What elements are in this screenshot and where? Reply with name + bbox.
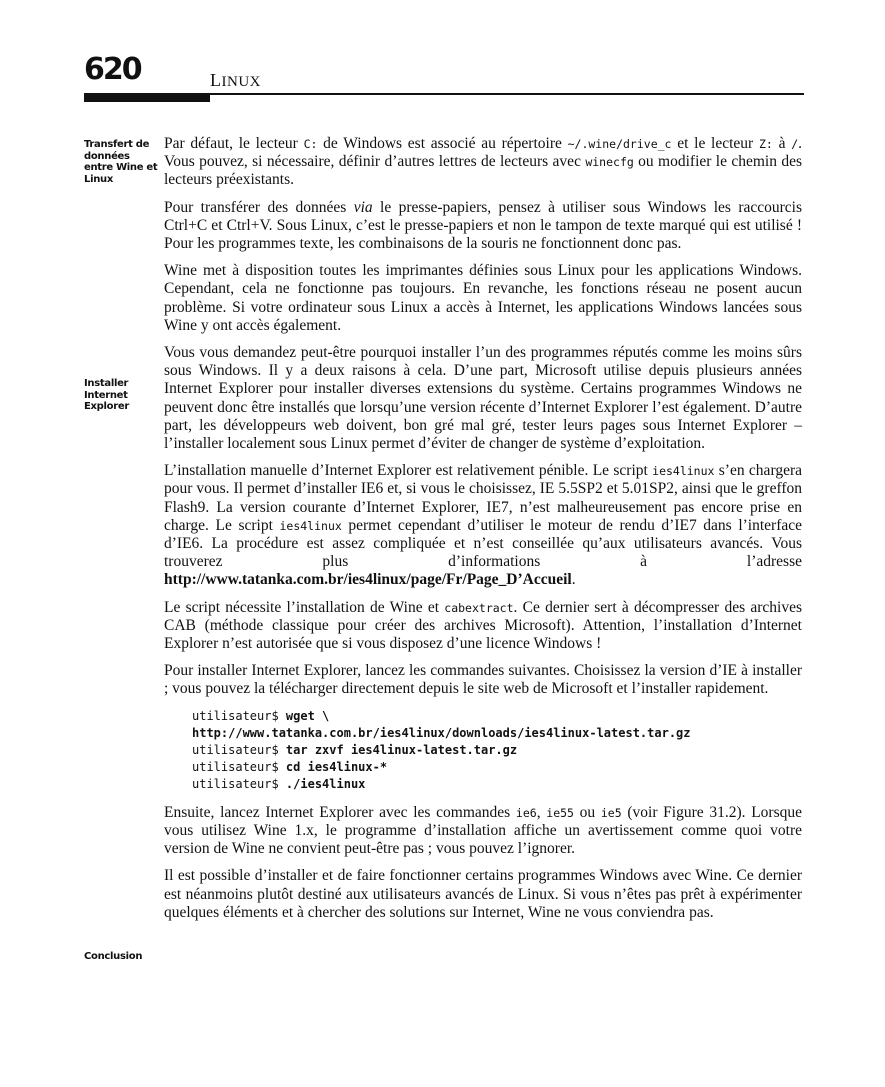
inline-code: ies4linux xyxy=(279,518,342,533)
header-rule-block xyxy=(84,93,210,102)
inline-code: ie5 xyxy=(600,805,622,820)
inline-code: ies4linux xyxy=(652,464,715,479)
inline-code: cabextract xyxy=(444,600,514,615)
paragraph-why-ie: Vous vous demandez peut-être pourquoi installer l’un des programmes réputés comme les moins sûrs sous Windows. Il y a deux raisons à cela. D’une part, Microsoft utilise depuis plusieurs années Internet Explorer pour installer diverses extensions du système. Certains programmes Windows ne peuvent donc être installés que lorsqu’une version récente d’Internet Explorer l’est également. D’autre part, les développeurs web doivent, bon gré mal gré, tester leurs pages sous Internet Explorer – l’installer localement sous Linux permet d’éviter de changer de système d’exploitation. xyxy=(164,344,802,453)
main-text xyxy=(164,135,802,931)
inline-code: ~/.wine/drive_c xyxy=(567,137,672,151)
running-title-rest: INUX xyxy=(221,74,261,90)
url-link: http://www.tatanka.com.br/ies4linux/page/Fr/Page_D’Accueil xyxy=(164,571,572,589)
paragraph-ies4linux: L’installation manuelle d’Internet Explorer est relativement pénible. Le script ies4linux s’en chargera pour vous. Il permet d’installer IE6 et, si vous le choisissez, IE 5.5SP2 et 5.01SP2, ainsi que le greffon Flash9. La version courante d’Internet Explorer, IE7, n’est malheureusement pas encore prise en charge. Le script ies4linux permet cependant d’utiliser le moteur de rendu d’IE7 dans l’interface d’IE6. La procédure est assez compliquée et n’est conseillée qu’aux utilisateurs avancés. Vous trouverez plus d’informations à l’adresse http://www.tatanka.com.br/ies4linux/page/Fr/Page_D’Accueil. xyxy=(164,462,802,589)
running-title xyxy=(210,70,261,91)
paragraph-drive-mapping: Par défaut, le lecteur C: de Windows est associé au répertoire ~/.wine/drive_c et le lecteur Z: à /. Vous pouvez, si nécessaire, définir d’autres lettres de lecteurs avec winecfg ou modifier le chemin des lecteurs préexistants. xyxy=(164,135,803,189)
paragraph-install-commands: Pour installer Internet Explorer, lancez les commandes suivantes. Choisissez la version d’IE à installer ; vous pouvez la télécharger directement depuis le site web de Microsoft et l’installer rapidement. xyxy=(164,662,802,698)
paragraph-clipboard: Pour transférer des données via le presse-papiers, pensez à utiliser sous Windows les raccourcis Ctrl+C et Ctrl+V. Sous Linux, c’est le presse-papiers et non le tampon de texte marqué qui est utilisé ! Pour les programmes texte, les combinaisons de la souris ne fonctionnent donc pas. xyxy=(164,198,802,253)
inline-code: ie55 xyxy=(546,805,574,820)
paragraph-conclusion: Il est possible d’installer et de faire fonctionner certains programmes Windows avec Wine. Ce dernier est néanmoins plutôt destiné aux utilisateurs avancés de Linux. Si vous n’êtes pas prêt à expérimenter quelques éléments et à chercher des solutions sur Internet, Wine ne vous conviendra pas. xyxy=(164,867,802,921)
paragraph-cabextract: Le script nécessite l’installation de Wine et cabextract. Ce dernier sert à décompresser des archives CAB (méthode classique pour créer des archives Microsoft). Attention, l’installation d’Internet Explorer n’est autorisée que si vous disposez d’une licence Windows ! xyxy=(164,598,802,653)
emphasis: via xyxy=(353,198,373,216)
code-block: utilisateur$ wget \ http://www.tatanka.com.br/ies4linux/downloads/ies4linux-latest.tar.gz utilisateur$ tar zxvf ies4linux-latest.tar.gz utilisateur$ cd ies4linux-* utilisateur$ ./ies4linux xyxy=(192,708,691,791)
inline-code: / xyxy=(791,137,799,151)
inline-code: ie6 xyxy=(515,805,537,820)
inline-code: Z: xyxy=(758,137,773,151)
paragraph-launch-ie: Ensuite, lancez Internet Explorer avec les commandes ie6, ie55 ou ie5 (voir Figure 31.2). Lorsque vous utilisez Wine 1.x, le programme d’installation affiche un avertissement comme quoi votre version de Wine ne convient peut-être pas ; vous pouvez l’ignorer. xyxy=(164,803,803,858)
margin-note-transfert: Transfert de données entre Wine et Linux xyxy=(84,139,158,185)
running-title-cap: L xyxy=(210,70,222,90)
inline-code: winecfg xyxy=(585,155,634,170)
page-header xyxy=(84,52,804,102)
inline-code: C: xyxy=(303,137,318,151)
page-number: 620 xyxy=(84,52,141,87)
margin-note-installer: Installer Internet Explorer xyxy=(84,378,129,412)
margin-note-conclusion: Conclusion xyxy=(84,951,143,962)
paragraph-printers: Wine met à disposition toutes les imprimantes définies sous Linux pour les applications Windows. Cependant, cela ne fonctionne pas toujours. En revanche, les fonctions réseau ne posent aucun problème. Si votre ordinateur sous Linux a accès à Internet, les applications Windows lancées sous Wine y ont accès également. xyxy=(164,262,802,334)
